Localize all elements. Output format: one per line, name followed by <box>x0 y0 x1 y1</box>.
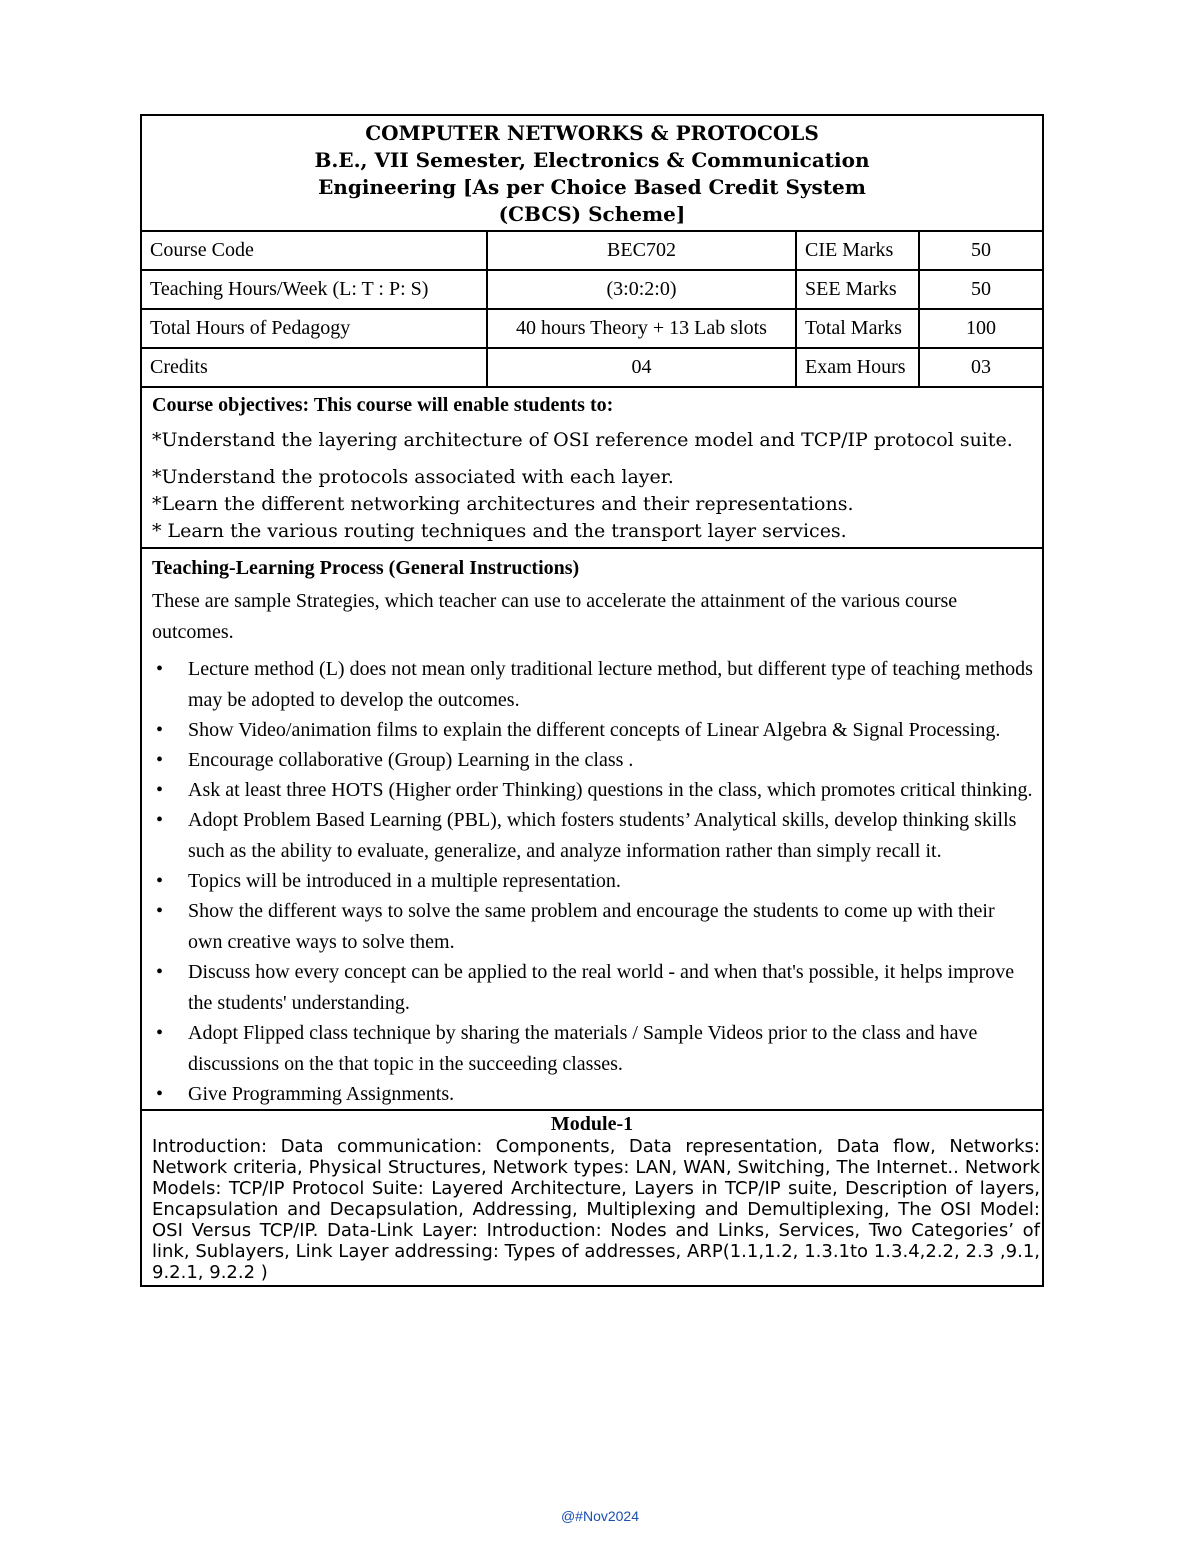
objective-item: *Understand the protocols associated with each layer. <box>152 466 674 488</box>
module-content: Introduction: Data communication: Components, Data representation, Data flow, Networks: Network criteria, Physical Structures, Network types: LAN, WAN, Switching, The Internet.. Network Models: TCP/IP Protocol Suite: Layered Architecture, Layers in TCP/IP suite, Description of layers, Encapsulation and Decapsulation, Addressing, Multiplexing and Demultiplexing, The OSI Model: OSI Versus TCP/IP. Data-Link Layer: Introduction: Nodes and Links, Services, Two Categories’ of link, Sublayers, Link Layer addressing: Types of addresses, ARP(1.1,1.2, 1.3.1to 1.3.4,2.2, 2.3 ,9.1, 9.2.1, 9.2.2 ) <box>152 1136 1040 1283</box>
teaching-hours-value: (3:0:2:0) <box>487 270 796 309</box>
see-marks-value: 50 <box>919 270 1042 309</box>
list-item: • Ask at least three HOTS (Higher order Thinking) questions in the class, which promotes critical thinking. <box>188 775 1034 806</box>
program-line: B.E., VII Semester, Electronics & Communication <box>314 148 870 172</box>
scheme-line: Engineering [As per Choice Based Credit System <box>318 175 866 199</box>
total-marks-value: 100 <box>919 309 1042 348</box>
exam-hours-value: 03 <box>919 348 1042 387</box>
pedagogy-hours-value: 40 hours Theory + 13 Lab slots <box>487 309 796 348</box>
table-row <box>142 232 1042 270</box>
list-item: • Give Programming Assignments. <box>188 1079 1034 1110</box>
course-info-table <box>142 232 1042 388</box>
table-row <box>142 309 1042 348</box>
list-item: • Show the different ways to solve the same problem and encourage the students to come up with their own creative ways to solve them. <box>188 896 1034 958</box>
list-item: • Discuss how every concept can be applied to the real world - and when that's possible, it helps improve the students' understanding. <box>188 957 1034 1019</box>
list-item: • Encourage collaborative (Group) Learning in the class . <box>188 745 1034 776</box>
exam-hours-label: Exam Hours <box>796 348 919 387</box>
cie-marks-label: CIE Marks <box>796 232 919 270</box>
list-item: • Adopt Flipped class technique by sharing the materials / Sample Videos prior to the class and have discussions on the that topic in the succeeding classes. <box>188 1018 1034 1080</box>
table-row <box>142 348 1042 387</box>
objective-item: * Learn the various routing techniques and the transport layer services. <box>152 520 847 542</box>
scheme-line-end: (CBCS) Scheme] <box>498 202 686 226</box>
teaching-hours-label: Teaching Hours/Week (L: T : P: S) <box>142 270 487 309</box>
teaching-intro: These are sample Strategies, which teacher can use to accelerate the attainment of the various course outcomes. <box>152 590 958 643</box>
teaching-heading: Teaching-Learning Process (General Instructions) <box>152 557 580 579</box>
table-row <box>142 270 1042 309</box>
list-item: • Topics will be introduced in a multiple representation. <box>188 866 1034 897</box>
teaching-learning-section <box>142 549 1042 1111</box>
credits-value: 04 <box>487 348 796 387</box>
cie-marks-value: 50 <box>919 232 1042 270</box>
teaching-strategy-list <box>152 654 1034 1110</box>
objective-item: *Understand the layering architecture of OSI reference model and TCP/IP protocol suite. <box>152 429 1013 451</box>
see-marks-label: SEE Marks <box>796 270 919 309</box>
syllabus-document <box>140 114 1044 1287</box>
objectives-heading: Course objectives: This course will enable students to: <box>152 394 614 416</box>
course-title: COMPUTER NETWORKS & PROTOCOLS <box>365 121 819 145</box>
list-item: • Show Video/animation films to explain the different concepts of Linear Algebra & Signal Processing. <box>188 715 1034 746</box>
credits-label: Credits <box>142 348 487 387</box>
course-objectives-section <box>142 388 1042 549</box>
course-code-label: Course Code <box>142 232 487 270</box>
total-marks-label: Total Marks <box>796 309 919 348</box>
list-item: • Lecture method (L) does not mean only traditional lecture method, but different type of teaching methods may be adopted to develop the outcomes. <box>188 654 1034 716</box>
module-1-section <box>142 1111 1042 1285</box>
list-item: • Adopt Problem Based Learning (PBL), which fosters students’ Analytical skills, develop thinking skills such as the ability to evaluate, generalize, and analyze information rather than simply recall it. <box>188 805 1034 867</box>
module-heading: Module-1 <box>550 1113 634 1135</box>
page-footer: @#Nov2024 <box>560 1508 640 1524</box>
course-title-block <box>142 116 1042 232</box>
pedagogy-hours-label: Total Hours of Pedagogy <box>142 309 487 348</box>
objective-item: *Learn the different networking architectures and their representations. <box>152 493 854 515</box>
course-code-value: BEC702 <box>487 232 796 270</box>
